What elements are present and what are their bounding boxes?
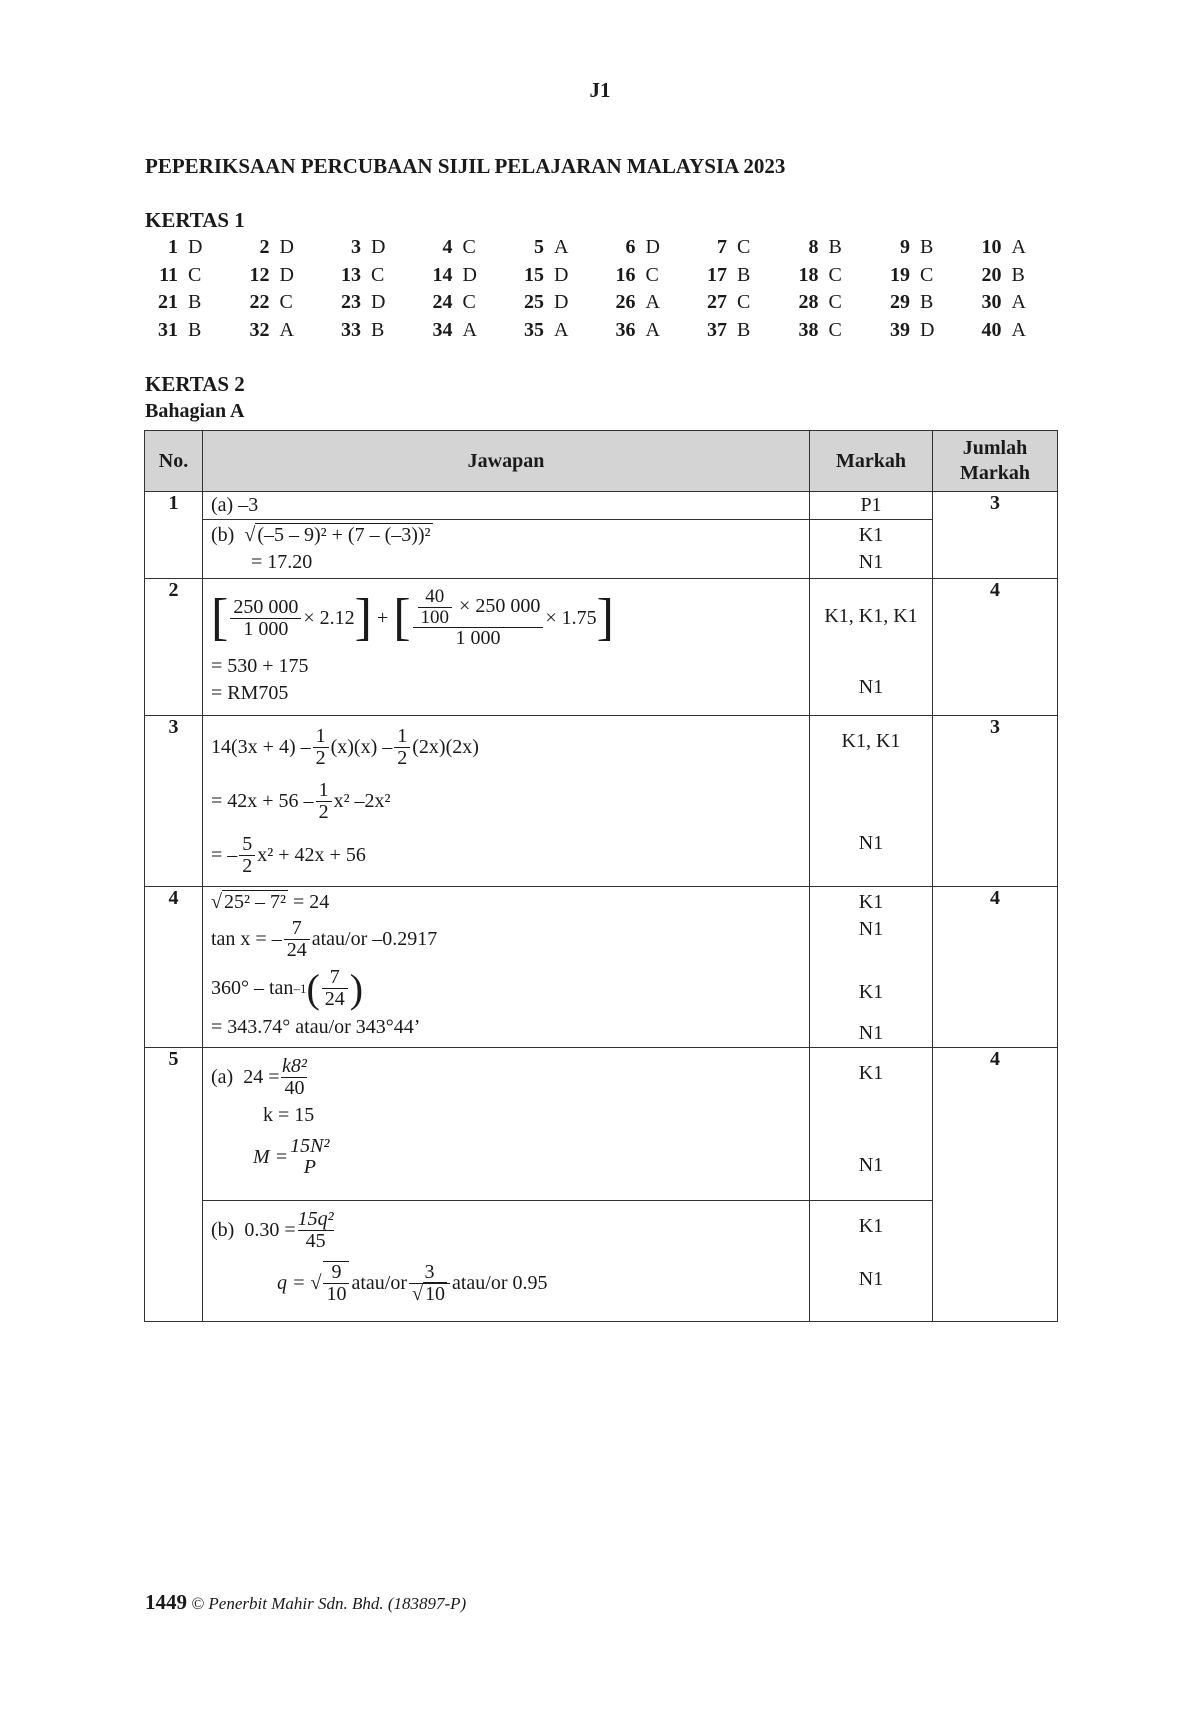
question-number: 30	[981, 291, 1002, 313]
q2-line3: = RM705	[211, 682, 289, 704]
q1b-result: = 17.20	[251, 551, 313, 573]
answer-item	[781, 319, 873, 346]
question-number: 20	[981, 263, 1002, 286]
question-number: 11	[159, 263, 178, 286]
question-number: 26	[615, 291, 636, 313]
question-number: 36	[615, 318, 636, 341]
q2-marks: K1, K1, K1 N1	[810, 579, 933, 716]
answer-item	[323, 319, 415, 346]
question-number: 35	[524, 318, 544, 341]
answer-item	[415, 319, 507, 346]
q1-total: 3	[933, 492, 1058, 579]
answer-item	[506, 236, 598, 263]
question-number: 12	[249, 263, 270, 286]
q5b-answer: (b) 0.30 = $\frac{\text{15q²}}{45}$ q = √ $\frac{9}{10}$ atau/or $\frac{3}{√ 10}$ atau/or 0.95	[203, 1201, 810, 1322]
answer-item	[232, 319, 324, 346]
header-no: No.	[145, 431, 203, 492]
answer-item	[232, 264, 324, 291]
q1b-marks: K1 N1	[810, 520, 933, 579]
question-number: 37	[707, 318, 727, 341]
answer-item	[140, 319, 232, 346]
question-number: 25	[524, 291, 544, 313]
table-row	[145, 520, 1058, 579]
q1a-answer	[203, 492, 810, 520]
answer-item	[781, 264, 873, 291]
header-jawapan: Jawapan	[203, 431, 810, 492]
answer-item	[140, 264, 232, 291]
q2-total: 4	[933, 579, 1058, 716]
question-number: 10	[981, 236, 1002, 258]
answer-letter: A	[554, 318, 569, 341]
answer-letter: C	[462, 291, 476, 313]
answer-item	[781, 236, 873, 263]
answer-letter: C	[920, 263, 934, 286]
answer-letter: C	[462, 236, 476, 258]
answer-letter: B	[1011, 263, 1025, 286]
question-number: 15	[524, 263, 544, 286]
q1a-value: –3	[238, 494, 259, 516]
answer-item	[506, 319, 598, 346]
q1b-answer: (b) √ (–5 – 9)² + (7 – (–3))² = 17.20	[203, 520, 810, 579]
question-number: 18	[798, 263, 819, 286]
answer-letter: A	[279, 318, 294, 341]
answer-item	[140, 236, 232, 263]
q5-total: 4	[933, 1048, 1058, 1322]
question-number: 16	[615, 263, 636, 286]
copyright: © Penerbit Mahir Sdn. Bhd. (183897-P)	[191, 1594, 467, 1613]
answer-item	[598, 319, 690, 346]
question-number: 17	[707, 263, 727, 286]
answer-item	[415, 236, 507, 263]
q3-number: 3	[145, 716, 203, 887]
answer-item	[964, 319, 1056, 346]
question-number: 28	[798, 291, 819, 313]
answer-letter: A	[462, 318, 477, 341]
answer-item	[781, 291, 873, 318]
answer-letter: B	[188, 291, 202, 313]
question-number: 29	[890, 291, 910, 313]
answer-item	[598, 264, 690, 291]
answer-letter: B	[737, 318, 751, 341]
answer-letter: C	[737, 291, 751, 313]
q4-number: 4	[145, 887, 203, 1048]
q3-total: 3	[933, 716, 1058, 887]
q3-answer: 14(3x + 4) – $\frac{1}{2}$ (x)(x) – $\frac{1}{2}$ (2x)(2x) = 42x + 56 – $\frac{1}{2}$ x² –2x² = – $\frac{5}{2}$ x² + 42x + 56	[203, 716, 810, 887]
q1a-mark: P1	[810, 492, 933, 520]
q5-number: 5	[145, 1048, 203, 1322]
kertas2-title: KERTAS 2	[145, 372, 245, 396]
q2-line2: = 530 + 175	[211, 655, 309, 677]
answer-item	[689, 291, 781, 318]
answer-letter: D	[554, 291, 569, 313]
answer-letter: D	[554, 263, 569, 286]
question-number: 13	[341, 263, 361, 286]
q1b-expression: (–5 – 9)² + (7 – (–3))²	[257, 524, 431, 546]
page-id: J1	[589, 78, 611, 102]
table-header	[145, 431, 1058, 492]
q4-marks: K1 N1 K1 N1	[810, 887, 933, 1048]
q2-number: 2	[145, 579, 203, 716]
question-number: 31	[158, 318, 178, 341]
question-number: 7	[717, 236, 727, 258]
answer-item	[506, 264, 598, 291]
answer-letter: D	[279, 236, 294, 258]
answer-letter: C	[828, 263, 842, 286]
answer-letter: D	[371, 291, 386, 313]
table-row	[145, 492, 1058, 520]
answer-letter: C	[371, 263, 385, 286]
answer-item	[506, 291, 598, 318]
question-number: 40	[981, 318, 1002, 341]
answer-letter: D	[279, 263, 294, 286]
answer-item	[964, 236, 1056, 263]
q1b-label: (b)	[211, 524, 235, 546]
q1a-label: (a)	[211, 494, 234, 516]
question-number: 32	[249, 318, 270, 341]
answer-item	[323, 291, 415, 318]
answer-letter: D	[188, 236, 203, 258]
answer-letter: A	[1011, 318, 1026, 341]
answer-letter: B	[188, 318, 202, 341]
answer-letter: B	[371, 318, 385, 341]
question-number: 38	[798, 318, 819, 341]
answer-letter: C	[188, 263, 202, 286]
q4-answer: √ 25² – 7² = 24 tan x = – $\frac{7}{24}$ atau/or –0.2917 360° – tan –1 ( $\frac{7}{24}$ ) = 343.74° atau/or 343°44’	[203, 887, 810, 1048]
question-number: 9	[900, 236, 910, 258]
q5a-marks: K1 N1	[810, 1048, 933, 1201]
answer-letter: B	[920, 291, 934, 313]
answer-item	[689, 264, 781, 291]
answer-letter: A	[645, 318, 660, 341]
question-number: 27	[707, 291, 727, 313]
q4-total: 4	[933, 887, 1058, 1048]
q5b-marks: K1 N1	[810, 1201, 933, 1322]
question-number: 19	[890, 263, 910, 286]
answer-letter: B	[828, 236, 842, 258]
q1-number: 1	[145, 492, 203, 579]
answer-letter: C	[828, 318, 842, 341]
header-markah: Markah	[810, 431, 933, 492]
answer-table	[144, 430, 1058, 1322]
answer-item	[964, 264, 1056, 291]
answer-item	[689, 319, 781, 346]
question-number: 22	[249, 291, 270, 313]
answer-letter: C	[645, 263, 659, 286]
answer-letter: B	[737, 263, 751, 286]
answer-item	[872, 291, 964, 318]
exam-title: PEPERIKSAAN PERCUBAAN SIJIL PELAJARAN MALAYSIA 2023	[145, 154, 786, 178]
question-number: 21	[158, 291, 178, 313]
question-number: 4	[442, 236, 453, 258]
answer-item	[232, 291, 324, 318]
answer-item	[872, 319, 964, 346]
question-number: 34	[432, 318, 453, 341]
answer-letter: A	[1011, 236, 1026, 258]
answer-letter: D	[462, 263, 477, 286]
header-jumlah: Jumlah Markah	[933, 431, 1058, 492]
table-row	[145, 887, 1058, 1048]
answer-item	[689, 236, 781, 263]
question-number: 6	[625, 236, 636, 258]
question-number: 24	[432, 291, 453, 313]
answer-letter: B	[920, 236, 934, 258]
table-row	[145, 579, 1058, 716]
answer-letter: C	[828, 291, 842, 313]
question-number: 8	[808, 236, 819, 258]
section-title: Bahagian A	[145, 400, 245, 422]
question-number: 23	[341, 291, 361, 313]
question-number: 1	[168, 236, 178, 258]
footer	[145, 1590, 466, 1615]
answer-letter: C	[279, 291, 293, 313]
page-number: 1449	[145, 1590, 187, 1614]
answer-item	[598, 236, 690, 263]
answer-item	[598, 291, 690, 318]
question-number: 2	[259, 236, 270, 258]
answer-item	[872, 236, 964, 263]
answer-item	[872, 264, 964, 291]
question-number: 33	[341, 318, 361, 341]
answer-item	[140, 291, 232, 318]
answer-letter: A	[645, 291, 660, 313]
q5a-answer: (a) 24 = $\frac{\text{k8²}}{40}$ k = 15 M = 15N² P	[203, 1048, 810, 1201]
question-number: 39	[890, 318, 910, 341]
answer-letter: D	[371, 236, 386, 258]
answer-letter: C	[737, 236, 751, 258]
question-number: 14	[432, 263, 453, 286]
table-row	[145, 1201, 1058, 1322]
answer-letter: D	[920, 318, 935, 341]
table-row	[145, 716, 1058, 887]
answer-item	[232, 236, 324, 263]
answer-item	[964, 291, 1056, 318]
answer-letter: A	[1011, 291, 1026, 313]
answer-item	[323, 236, 415, 263]
answer-item	[415, 264, 507, 291]
table-row	[145, 1048, 1058, 1201]
answer-letter: A	[554, 236, 569, 258]
answer-item	[415, 291, 507, 318]
q2-answer: [ $\frac{250 000}{1 000}$ × 2.12 ] + [ $\frac{40}{100}$ × 250 000 1 000 × 1.75 ] = 530 + 175 = RM705	[203, 579, 810, 716]
question-number: 3	[351, 236, 361, 258]
answer-letter: D	[645, 236, 660, 258]
kertas1-title: KERTAS 1	[145, 208, 245, 232]
q3-marks: K1, K1 N1	[810, 716, 933, 887]
answer-item	[323, 264, 415, 291]
question-number: 5	[534, 236, 544, 258]
